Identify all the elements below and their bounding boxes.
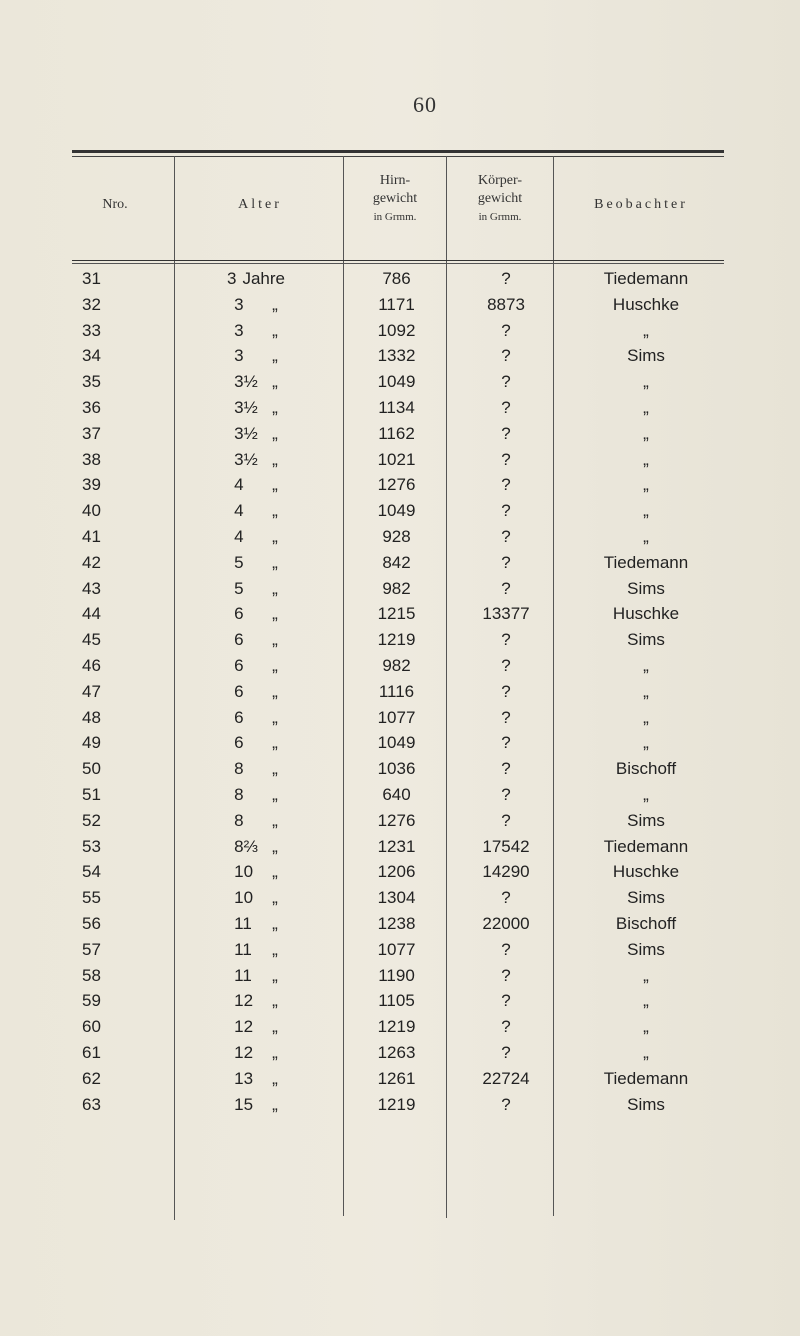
cell-alter <box>176 837 336 857</box>
cell-alter <box>176 450 336 470</box>
cell-beobachter: „ <box>643 423 649 443</box>
cell-hirngewicht: 1206 <box>377 862 416 882</box>
table-row <box>72 266 724 292</box>
table-row <box>72 885 724 911</box>
cell-koerpergewicht: ? <box>501 991 511 1011</box>
cell-hirngewicht: 1238 <box>377 913 416 933</box>
cell-alter <box>176 398 336 418</box>
table-row <box>72 447 724 473</box>
age-value: 8 <box>234 810 244 830</box>
age-value: 10 <box>234 862 254 882</box>
cell-hirngewicht: 1231 <box>377 836 416 856</box>
age-value: 3½ <box>234 449 258 469</box>
cell-koerpergewicht: ? <box>501 269 511 288</box>
cell-nro: 62 <box>82 1068 101 1088</box>
cell-alter <box>176 708 336 728</box>
cell-koerpergewicht: ? <box>501 449 511 469</box>
age-value: 6 <box>234 604 244 624</box>
age-unit: „ <box>272 1017 278 1037</box>
cell-nro: 34 <box>82 346 101 366</box>
cell-beobachter: „ <box>643 681 649 701</box>
cell-hirngewicht: 1219 <box>377 1017 416 1037</box>
cell-hirngewicht: 1162 <box>378 423 415 443</box>
cell-beobachter: Sims <box>627 1094 665 1114</box>
age-unit: „ <box>272 526 278 546</box>
cell-nro: 31 <box>82 269 101 288</box>
age-value: 3½ <box>234 423 258 443</box>
cell-hirngewicht: 1105 <box>378 991 415 1011</box>
cell-nro: 35 <box>82 372 101 392</box>
age-unit: „ <box>272 759 278 779</box>
cell-beobachter: „ <box>643 784 649 804</box>
table-row <box>72 705 724 731</box>
age-value: 6 <box>234 707 244 727</box>
cell-alter <box>176 914 336 934</box>
table-row <box>72 343 724 369</box>
cell-nro: 54 <box>82 862 101 882</box>
page-number: 60 <box>413 92 437 117</box>
age-unit: „ <box>272 372 278 392</box>
cell-nro: 53 <box>82 836 101 856</box>
age-value: 8 <box>234 784 244 804</box>
cell-beobachter: Tiedemann <box>603 1068 689 1088</box>
cell-beobachter: „ <box>643 320 649 340</box>
cell-koerpergewicht: ? <box>501 320 511 340</box>
cell-koerpergewicht: ? <box>501 1017 511 1037</box>
cell-alter <box>176 991 336 1011</box>
cell-nro: 42 <box>82 552 101 572</box>
cell-koerpergewicht: 22000 <box>482 913 530 933</box>
cell-nro: 58 <box>82 965 101 985</box>
age-value: 12 <box>234 1017 254 1037</box>
cell-alter <box>176 346 336 366</box>
table-row <box>72 988 724 1014</box>
age-unit: „ <box>272 320 278 340</box>
cell-hirngewicht: 1304 <box>377 888 416 908</box>
cell-alter <box>176 733 336 753</box>
cell-hirngewicht: 640 <box>382 784 411 804</box>
table-row <box>72 730 724 756</box>
age-unit: „ <box>272 604 278 624</box>
cell-koerpergewicht: 8873 <box>487 294 525 314</box>
table-row <box>72 318 724 344</box>
age-unit: „ <box>272 888 278 908</box>
age-value: 13 <box>234 1068 254 1088</box>
header-alter: Alter <box>238 197 282 212</box>
cell-koerpergewicht: 13377 <box>482 604 530 624</box>
age-unit: „ <box>272 991 278 1011</box>
table-row <box>72 808 724 834</box>
cell-nro: 60 <box>82 1017 101 1037</box>
cell-koerpergewicht: 14290 <box>482 862 530 882</box>
age-value: 15 <box>234 1094 254 1114</box>
cell-hirngewicht: 1049 <box>377 372 416 392</box>
cell-hirngewicht: 842 <box>382 552 411 572</box>
age-unit: „ <box>272 552 278 572</box>
cell-beobachter: Bischoff <box>615 759 677 779</box>
table-row <box>72 576 724 602</box>
cell-koerpergewicht: ? <box>501 423 511 443</box>
cell-koerpergewicht: ? <box>501 733 511 753</box>
cell-nro: 44 <box>82 604 101 624</box>
cell-beobachter: Sims <box>627 939 665 959</box>
cell-koerpergewicht: ? <box>501 810 511 830</box>
cell-nro: 52 <box>82 810 101 830</box>
table-row <box>72 937 724 963</box>
cell-alter <box>176 1043 336 1063</box>
age-value: 11 <box>234 939 252 959</box>
age-unit: „ <box>272 836 278 856</box>
age-value: 6 <box>234 630 244 650</box>
age-unit: „ <box>272 294 278 314</box>
cell-hirngewicht: 1219 <box>377 630 416 650</box>
cell-hirngewicht: 1261 <box>377 1068 416 1088</box>
cell-alter <box>176 656 336 676</box>
cell-beobachter: „ <box>643 397 649 417</box>
cell-hirngewicht: 1171 <box>378 294 415 314</box>
table-body <box>72 266 724 1117</box>
age-value: 6 <box>234 733 244 753</box>
age-value: 3 <box>234 346 244 366</box>
header-koerpergewicht: Körper- gewicht in Grmm. <box>477 173 523 223</box>
age-unit: „ <box>272 733 278 753</box>
age-value: 3 <box>234 320 244 340</box>
cell-koerpergewicht: ? <box>501 759 511 779</box>
cell-alter <box>176 424 336 444</box>
cell-beobachter: Sims <box>627 346 665 366</box>
cell-nro: 33 <box>82 320 101 340</box>
age-value: 3½ <box>234 397 258 417</box>
table-row <box>72 1066 724 1092</box>
cell-beobachter: „ <box>643 526 649 546</box>
cell-alter <box>176 888 336 908</box>
cell-hirngewicht: 1332 <box>377 346 416 366</box>
cell-hirngewicht: 1049 <box>377 501 416 521</box>
table-row <box>72 472 724 498</box>
table-row <box>72 292 724 318</box>
cell-nro: 40 <box>82 501 101 521</box>
cell-alter <box>176 372 336 392</box>
table-row <box>72 550 724 576</box>
table-row <box>72 395 724 421</box>
cell-beobachter: „ <box>643 1017 649 1037</box>
cell-koerpergewicht: ? <box>501 397 511 417</box>
cell-nro: 57 <box>82 939 101 959</box>
header-hirngewicht: Hirn- gewicht in Grmm. <box>372 173 418 223</box>
cell-nro: 45 <box>82 630 101 650</box>
cell-beobachter: Sims <box>627 888 665 908</box>
cell-koerpergewicht: ? <box>501 578 511 598</box>
cell-nro: 56 <box>82 913 101 933</box>
cell-hirngewicht: 1049 <box>377 733 416 753</box>
age-value: 11 <box>234 965 252 985</box>
age-unit: „ <box>272 423 278 443</box>
cell-nro: 61 <box>82 1042 101 1062</box>
cell-beobachter: Sims <box>627 810 665 830</box>
cell-beobachter: „ <box>643 475 649 495</box>
age-unit: „ <box>272 501 278 521</box>
cell-beobachter: „ <box>643 449 649 469</box>
age-value: 4 <box>234 501 244 521</box>
cell-alter <box>176 630 336 650</box>
cell-koerpergewicht: 17542 <box>482 836 530 856</box>
table-top-rule-thin <box>72 156 724 157</box>
cell-koerpergewicht: ? <box>501 501 511 521</box>
table-row <box>72 679 724 705</box>
cell-koerpergewicht: ? <box>501 707 511 727</box>
cell-beobachter: Huschke <box>612 294 680 314</box>
cell-hirngewicht: 1116 <box>378 681 415 701</box>
cell-beobachter: Bischoff <box>615 913 677 933</box>
cell-alter <box>176 940 336 960</box>
cell-hirngewicht: 1219 <box>377 1094 416 1114</box>
cell-alter <box>176 682 336 702</box>
cell-beobachter: „ <box>643 372 649 392</box>
cell-hirngewicht: 1190 <box>378 965 415 985</box>
cell-alter <box>176 527 336 547</box>
cell-nro: 43 <box>82 578 101 598</box>
cell-koerpergewicht: ? <box>501 888 511 908</box>
age-value: 11 <box>234 913 252 933</box>
table-row <box>72 498 724 524</box>
cell-koerpergewicht: ? <box>501 552 511 572</box>
cell-koerpergewicht: 22724 <box>482 1068 530 1088</box>
cell-alter <box>176 759 336 779</box>
age-unit: „ <box>272 1094 278 1114</box>
age-unit: „ <box>272 475 278 495</box>
cell-hirngewicht: 982 <box>382 578 411 598</box>
age-value: 5 <box>234 578 244 598</box>
cell-hirngewicht: 1276 <box>377 475 416 495</box>
cell-koerpergewicht: ? <box>501 475 511 495</box>
table-row <box>72 963 724 989</box>
cell-hirngewicht: 1036 <box>377 759 416 779</box>
cell-hirngewicht: 1263 <box>377 1042 416 1062</box>
age-unit: „ <box>272 913 278 933</box>
age-value: 6 <box>234 655 244 675</box>
cell-hirngewicht: 928 <box>382 526 411 546</box>
cell-beobachter: „ <box>643 707 649 727</box>
cell-nro: 50 <box>82 759 101 779</box>
cell-nro: 51 <box>82 784 101 804</box>
age-unit: „ <box>272 630 278 650</box>
cell-nro: 49 <box>82 733 101 753</box>
cell-alter <box>176 269 336 289</box>
cell-nro: 41 <box>82 526 101 546</box>
age-unit: „ <box>272 346 278 366</box>
age-value: 12 <box>234 1042 254 1062</box>
cell-nro: 59 <box>82 991 101 1011</box>
cell-beobachter: „ <box>643 991 649 1011</box>
cell-hirngewicht: 1215 <box>377 604 416 624</box>
cell-alter <box>176 1095 336 1115</box>
age-unit: „ <box>272 707 278 727</box>
cell-koerpergewicht: ? <box>501 784 511 804</box>
age-unit: „ <box>272 681 278 701</box>
cell-hirngewicht: 1092 <box>377 320 416 340</box>
cell-nro: 55 <box>82 888 101 908</box>
age-value: 5 <box>234 552 244 572</box>
table-row <box>72 369 724 395</box>
table-row <box>72 627 724 653</box>
cell-beobachter: Tiedemann <box>603 836 689 856</box>
table-row <box>72 1092 724 1118</box>
cell-nro: 37 <box>82 423 101 443</box>
age-value: 3 <box>227 269 237 288</box>
cell-koerpergewicht: ? <box>501 1042 511 1062</box>
cell-nro: 36 <box>82 397 101 417</box>
age-value: 8⅔ <box>234 836 258 856</box>
cell-beobachter: Huschke <box>612 862 680 882</box>
table-row <box>72 524 724 550</box>
age-value: 4 <box>234 526 244 546</box>
table-top-rule <box>72 150 724 153</box>
age-value: 4 <box>234 475 244 495</box>
age-value: 12 <box>234 991 254 1011</box>
cell-hirngewicht: 1021 <box>377 449 416 469</box>
header-bottom-rule <box>72 260 724 261</box>
cell-alter <box>176 553 336 573</box>
table-row <box>72 834 724 860</box>
age-unit: „ <box>272 1042 278 1062</box>
cell-alter <box>176 1069 336 1089</box>
table-row <box>72 653 724 679</box>
age-value: 3½ <box>234 372 258 392</box>
cell-koerpergewicht: ? <box>501 526 511 546</box>
cell-alter <box>176 604 336 624</box>
age-value: 10 <box>234 888 254 908</box>
cell-beobachter: Sims <box>627 630 665 650</box>
cell-koerpergewicht: ? <box>501 939 511 959</box>
cell-hirngewicht: 786 <box>382 269 411 288</box>
cell-beobachter: Tiedemann <box>603 269 689 288</box>
cell-alter <box>176 501 336 521</box>
table-row <box>72 911 724 937</box>
cell-alter <box>176 862 336 882</box>
cell-nro: 39 <box>82 475 101 495</box>
cell-beobachter: „ <box>643 1042 649 1062</box>
age-value: 6 <box>234 681 244 701</box>
header-beobachter: Beobachter <box>594 197 688 212</box>
cell-nro: 48 <box>82 707 101 727</box>
age-unit: „ <box>272 655 278 675</box>
age-unit: „ <box>272 578 278 598</box>
table-row <box>72 859 724 885</box>
cell-beobachter: Sims <box>627 578 665 598</box>
cell-hirngewicht: 982 <box>382 655 411 675</box>
age-unit: „ <box>272 397 278 417</box>
age-unit: „ <box>272 862 278 882</box>
age-value: 8 <box>234 759 244 779</box>
cell-alter <box>176 579 336 599</box>
cell-alter <box>176 811 336 831</box>
cell-nro: 38 <box>82 449 101 469</box>
cell-beobachter: „ <box>643 655 649 675</box>
cell-nro: 63 <box>82 1094 101 1114</box>
cell-alter <box>176 321 336 341</box>
cell-koerpergewicht: ? <box>501 630 511 650</box>
cell-koerpergewicht: ? <box>501 655 511 675</box>
cell-beobachter: „ <box>643 733 649 753</box>
cell-alter <box>176 295 336 315</box>
age-unit: „ <box>272 784 278 804</box>
age-unit: „ <box>272 810 278 830</box>
age-unit: „ <box>272 939 278 959</box>
cell-hirngewicht: 1077 <box>377 707 416 727</box>
cell-koerpergewicht: ? <box>501 1094 511 1114</box>
age-unit: „ <box>272 965 278 985</box>
table-row <box>72 1040 724 1066</box>
table-row <box>72 782 724 808</box>
table-row <box>72 601 724 627</box>
cell-alter <box>176 1017 336 1037</box>
cell-nro: 47 <box>82 681 101 701</box>
cell-nro: 32 <box>82 294 101 314</box>
table-row <box>72 421 724 447</box>
table-row <box>72 756 724 782</box>
cell-beobachter: Tiedemann <box>603 552 689 572</box>
table-row <box>72 1014 724 1040</box>
cell-koerpergewicht: ? <box>501 346 511 366</box>
cell-koerpergewicht: ? <box>501 372 511 392</box>
cell-beobachter: Huschke <box>612 604 680 624</box>
cell-hirngewicht: 1134 <box>378 397 415 417</box>
cell-alter <box>176 785 336 805</box>
age-unit: „ <box>272 1068 278 1088</box>
header-nro: Nro. <box>102 197 128 212</box>
cell-hirngewicht: 1077 <box>377 939 416 959</box>
age-unit: „ <box>272 449 278 469</box>
cell-koerpergewicht: ? <box>501 965 511 985</box>
cell-alter <box>176 966 336 986</box>
cell-alter <box>176 475 336 495</box>
cell-nro: 46 <box>82 655 101 675</box>
age-value: 3 <box>234 294 244 314</box>
cell-hirngewicht: 1276 <box>377 810 416 830</box>
cell-koerpergewicht: ? <box>501 681 511 701</box>
header-bottom-rule-thin <box>72 263 724 264</box>
age-unit: Jahre <box>242 269 285 288</box>
cell-beobachter: „ <box>643 965 649 985</box>
cell-beobachter: „ <box>643 501 649 521</box>
